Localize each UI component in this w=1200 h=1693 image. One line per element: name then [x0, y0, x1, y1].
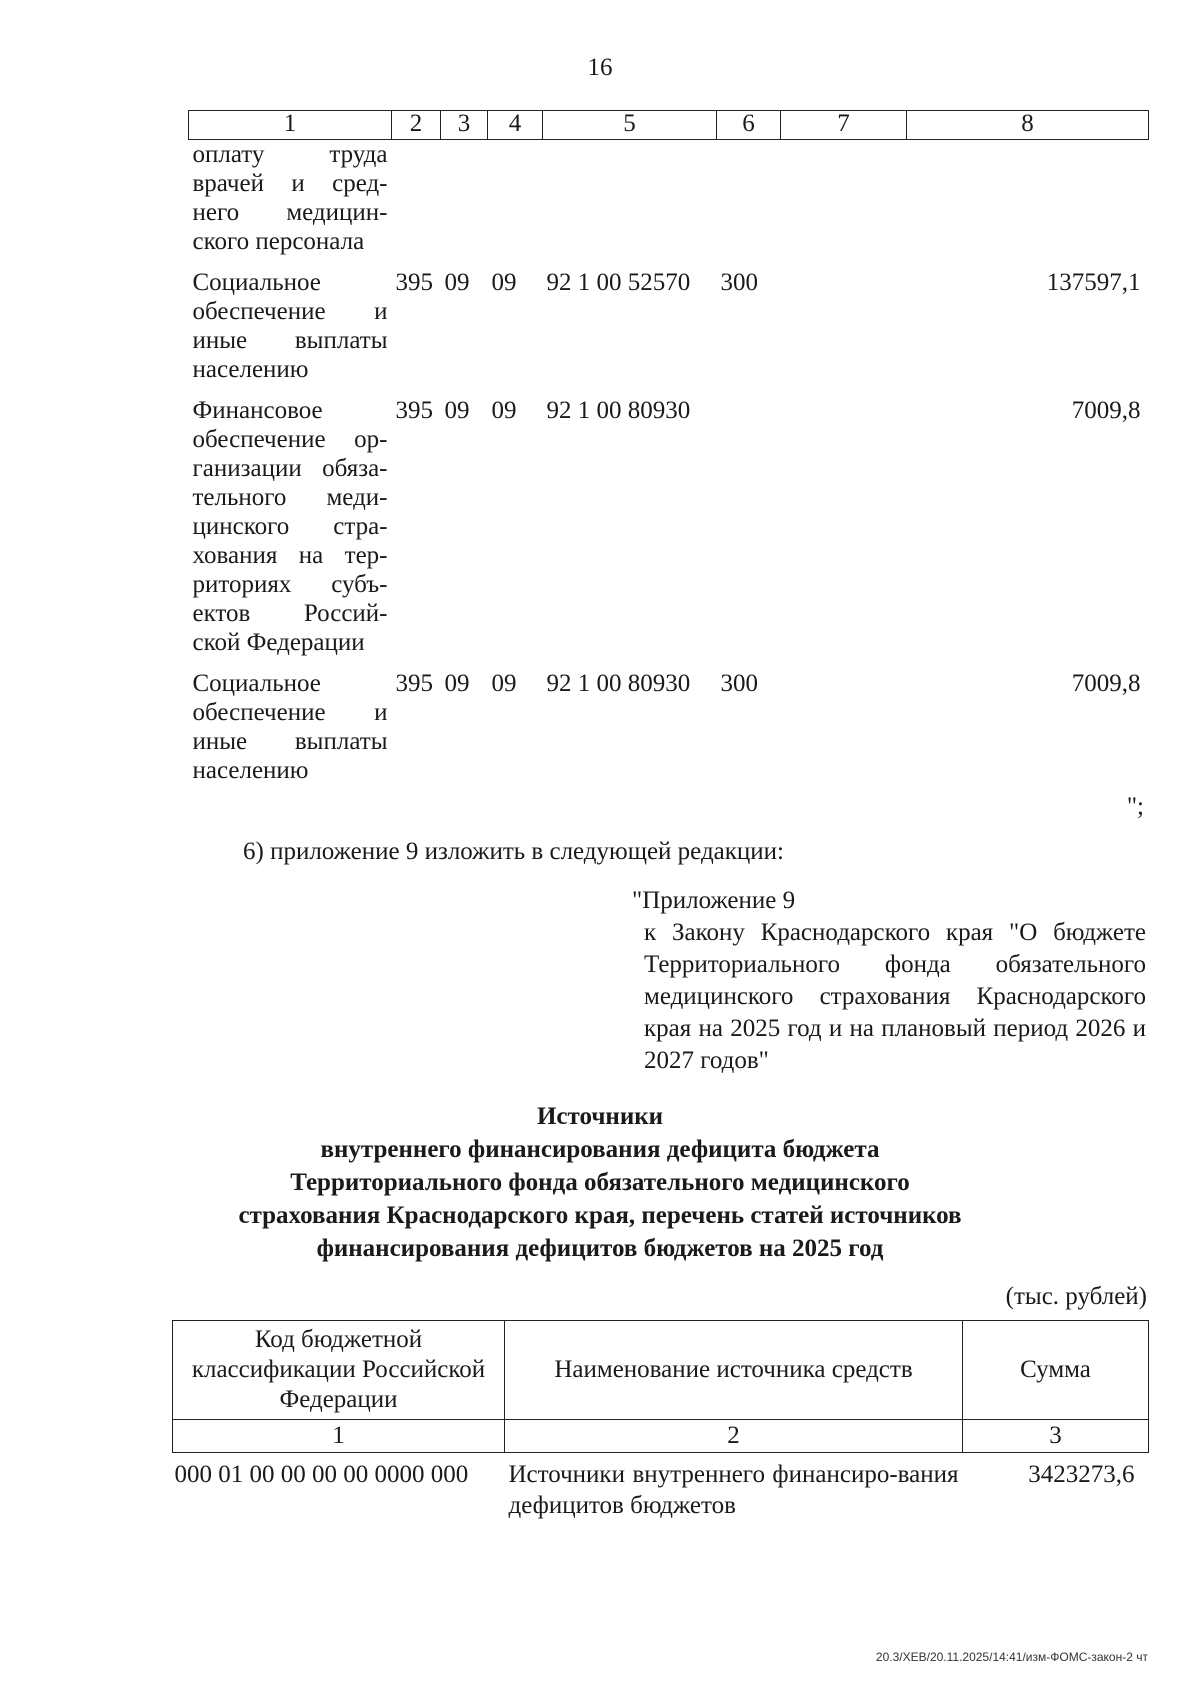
cell-section: 09: [444, 670, 470, 697]
description-line: Социальное: [192, 269, 321, 296]
table-row: [189, 396, 1149, 657]
cell-empty: [781, 140, 907, 257]
cell-empty: [781, 396, 907, 657]
description-line: ганизации обяза-: [192, 455, 388, 482]
cell-code: 000 01 00 00 00 00 0000 000: [174, 1461, 469, 1488]
heading-line: Источники: [536, 1103, 664, 1130]
col-header-code: Код бюджетной классификации Российской Федерации: [173, 1321, 505, 1420]
expenditure-table: [188, 110, 1149, 785]
description-line: тельного меди-: [192, 484, 388, 511]
cell-target-article: 92 1 00 52570: [546, 269, 691, 296]
description-line: населению: [192, 356, 309, 383]
row-spacer: [189, 657, 1149, 669]
col-header: 4: [488, 111, 543, 140]
cell-description: [189, 268, 392, 384]
cell-amount: 7009,8: [1071, 397, 1141, 424]
col-header: 3: [441, 111, 488, 140]
table-row: [189, 268, 1149, 384]
description-line: цинского стра-: [192, 513, 388, 540]
cell-subsection: 09: [491, 397, 517, 424]
row-spacer: [189, 384, 1149, 396]
heading-line: страхования Краснодарского края, перечень статей источников: [238, 1202, 962, 1229]
col-index: 2: [505, 1420, 963, 1453]
amendment-item: 6) приложение 9 изложить в следующей редакции:: [243, 838, 784, 865]
cell-amount: [907, 140, 1149, 257]
document-heading: [0, 1100, 1200, 1265]
cell-empty: [781, 268, 907, 384]
cell-subsection: [488, 140, 543, 257]
cell-section: 09: [444, 397, 470, 424]
description-line: врачей и сред-: [192, 170, 388, 197]
sources-table: [172, 1320, 1149, 1521]
table-index-row: [173, 1420, 1149, 1453]
cell-section: [441, 140, 488, 257]
cell-admin: [392, 140, 441, 257]
cell-description: [189, 140, 392, 257]
table-row: [173, 1453, 1149, 1522]
page-number: 16: [587, 54, 613, 81]
table-row: [189, 140, 1149, 257]
col-index: 1: [173, 1420, 505, 1453]
appendix-reference: к Закону Краснодарского края "О бюджете Территориального фонда обязательного медицинского страхования Краснодарского края на 2025 год и на плановый период 2026 и 2027 годов": [644, 919, 1146, 1074]
document-footer: 20.3/ХЕВ/20.11.2025/14:41/изм-ФОМС-закон-2 чт: [875, 1650, 1148, 1664]
cell-subsection: 09: [491, 269, 517, 296]
cell-target-article: [543, 140, 717, 257]
table-header-row: [173, 1321, 1149, 1420]
col-header: 5: [543, 111, 717, 140]
description-line: риториях субъ-: [192, 571, 388, 598]
description-line: населению: [192, 757, 309, 784]
cell-description: [189, 396, 392, 657]
col-header: 8: [907, 111, 1149, 140]
cell-sum: 3423273,6: [1028, 1461, 1135, 1488]
table-header-row: [189, 111, 1149, 140]
description-line: Социальное: [192, 670, 321, 697]
description-line: обеспечение ор-: [192, 426, 388, 453]
table-row: [189, 669, 1149, 785]
cell-admin: 395: [395, 670, 433, 697]
appendix-header: [632, 885, 1146, 1077]
description-line: оплату труда: [192, 141, 388, 168]
col-header: 7: [781, 111, 907, 140]
cell-admin: 395: [395, 269, 433, 296]
row-spacer: [189, 256, 1149, 268]
cell-name: Источники внутреннего финансиро-вания дефицитов бюджетов: [508, 1461, 959, 1519]
cell-empty: [781, 669, 907, 785]
description-line: него медицин-: [192, 199, 388, 226]
description-line: ской Федерации: [192, 629, 365, 656]
col-header: 1: [189, 111, 392, 140]
col-header-name: Наименование источника средств: [505, 1321, 963, 1420]
col-index: 3: [963, 1420, 1149, 1453]
cell-description: [189, 669, 392, 785]
description-line: Финансовое: [192, 397, 323, 424]
cell-expense-type: [717, 140, 781, 257]
heading-line: финансирования дефицитов бюджетов на 2025 год: [316, 1235, 884, 1262]
cell-admin: 395: [395, 397, 433, 424]
description-line: обеспечение и: [192, 298, 388, 325]
heading-line: Территориального фонда обязательного медицинского: [290, 1169, 910, 1196]
cell-expense-type: 300: [720, 670, 758, 697]
heading-line: внутреннего финансирования дефицита бюджета: [320, 1136, 880, 1163]
cell-expense-type: 300: [720, 269, 758, 296]
closing-quote: ";: [1126, 793, 1144, 820]
cell-subsection: 09: [491, 670, 517, 697]
cell-amount: 7009,8: [1071, 670, 1141, 697]
col-header-sum: Сумма: [963, 1321, 1149, 1420]
col-header: 6: [717, 111, 781, 140]
appendix-title: "Приложение 9: [632, 887, 796, 914]
cell-section: 09: [444, 269, 470, 296]
description-line: хования на тер-: [192, 542, 388, 569]
cell-amount: 137597,1: [1046, 269, 1141, 296]
description-line: ского персонала: [192, 228, 365, 255]
cell-expense-type: [717, 396, 781, 657]
cell-target-article: 92 1 00 80930: [546, 397, 691, 424]
cell-target-article: 92 1 00 80930: [546, 670, 691, 697]
units-label: (тыс. рублей): [1005, 1283, 1147, 1310]
description-line: иные выплаты: [192, 728, 388, 755]
description-line: ектов Россий-: [192, 600, 388, 627]
description-line: обеспечение и: [192, 699, 388, 726]
description-line: иные выплаты: [192, 327, 388, 354]
col-header: 2: [392, 111, 441, 140]
